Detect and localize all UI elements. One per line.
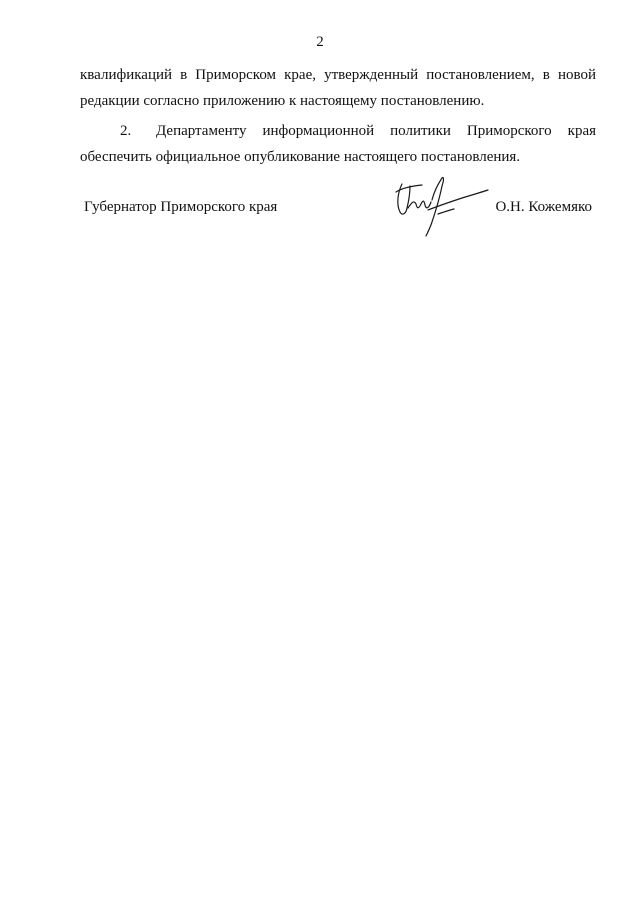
item-2-text: Департаменту информационной политики Приморского края обеспечить официальное опубликование настоящего постановления. (80, 123, 596, 165)
paragraph-continuation: квалификаций в Приморском крае, утвержденный постановлением, в новой редакции согласно приложению к настоящему постановлению. (80, 67, 596, 109)
signature-block (80, 170, 596, 240)
signer-title: Губернатор Приморского края (84, 199, 278, 215)
item-number: 2. (120, 123, 132, 139)
signer-name: О.Н. Кожемяко (495, 199, 592, 215)
paragraph-item-2 (80, 118, 596, 170)
signature-icon (388, 170, 492, 240)
page-number: 2 (316, 34, 324, 50)
